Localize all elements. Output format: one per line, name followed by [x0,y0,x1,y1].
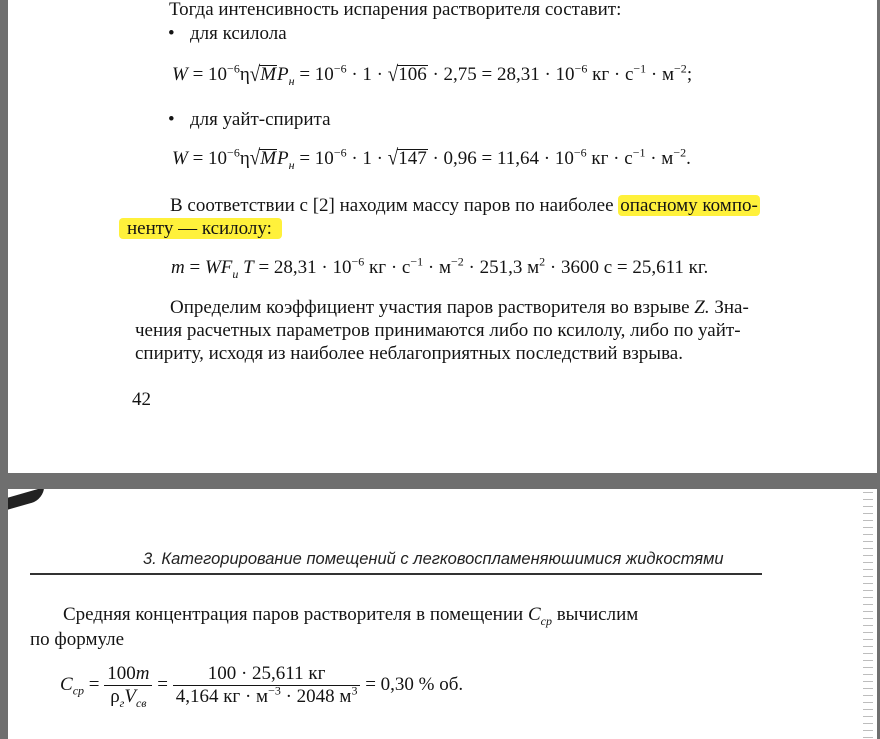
intro-text: Тогда интенсивность испарения растворителя составит: [169,0,622,20]
viewer-left-edge [0,0,8,739]
concentration-text-line2: по формуле [30,629,125,650]
chapter-header: 3. Категорирование помещений с легковоспламеняюшимися жидкостями [143,550,724,568]
highlighted-text-2: ненту — ксилолу: [119,218,282,239]
formula-xylene: $W = 10^{-6}\eta√MP_н = 10^{-6} \cdot 1 \cdot √106 \cdot 2,75 = 28,31 \cdot 10^{-6}$ кг · $с^{-1} \cdot м^{-2}$; [172,61,693,88]
paragraph-z-line2: чения расчетных параметров принимаются либо по ксилолу, либо по уайт- [135,320,741,341]
page-42 [8,0,877,473]
page-separator [0,473,880,489]
formula-white-spirit: $W = 10^{-6}\eta√MP_н = 10^{-6} \cdot 1 \cdot √147 \cdot 0,96 = 11,64 \cdot 10^{-6}$ кг · $с^{-1} \cdot м^{-2}$. [172,145,691,172]
bullet-white-spirit: • для уайт-спирита [168,109,331,130]
concentration-text-line1: Средняя концентрация паров растворителя в помещении $C_{ср}$ вычислим [63,604,639,628]
bullet-xylene: • для ксилола [168,23,287,44]
scan-corner-mark [8,489,44,511]
header-rule [30,573,762,575]
formula-mass: $m = WF_и$ $T = 28,31 \cdot 10^{-6}$ кг · $с^{-1} \cdot м^{-2} \cdot 251,3$ $м^2 \cdot 3600$ с = 25,611 кг. [171,254,709,281]
page-43 [8,489,877,739]
formula-concentration: $C_{ср}$ = $\frac{100m}{\rho_гV_{св}}$ = $\frac{100 \cdot 25,611 кг}{4,164 кг \cdot м^{-3} \cdot 2048 м^3}$ = 0,30 % об. [60,663,464,710]
scan-edge-noise [863,489,873,739]
paragraph-mass-line2 [119,217,282,241]
page-number: 42 [132,389,151,410]
highlighted-text: опасному компо- [620,195,758,216]
paragraph-mass-line1: В соответствии с [2] находим массу паров по наиболее опасному компо- [170,195,758,216]
paragraph-z-line3: спириту, исходя из наиболее неблагоприятных последствий взрыва. [135,343,683,364]
paragraph-z-line1: Определим коэффициент участия паров растворителя во взрыве Z. Зна- [170,297,749,318]
